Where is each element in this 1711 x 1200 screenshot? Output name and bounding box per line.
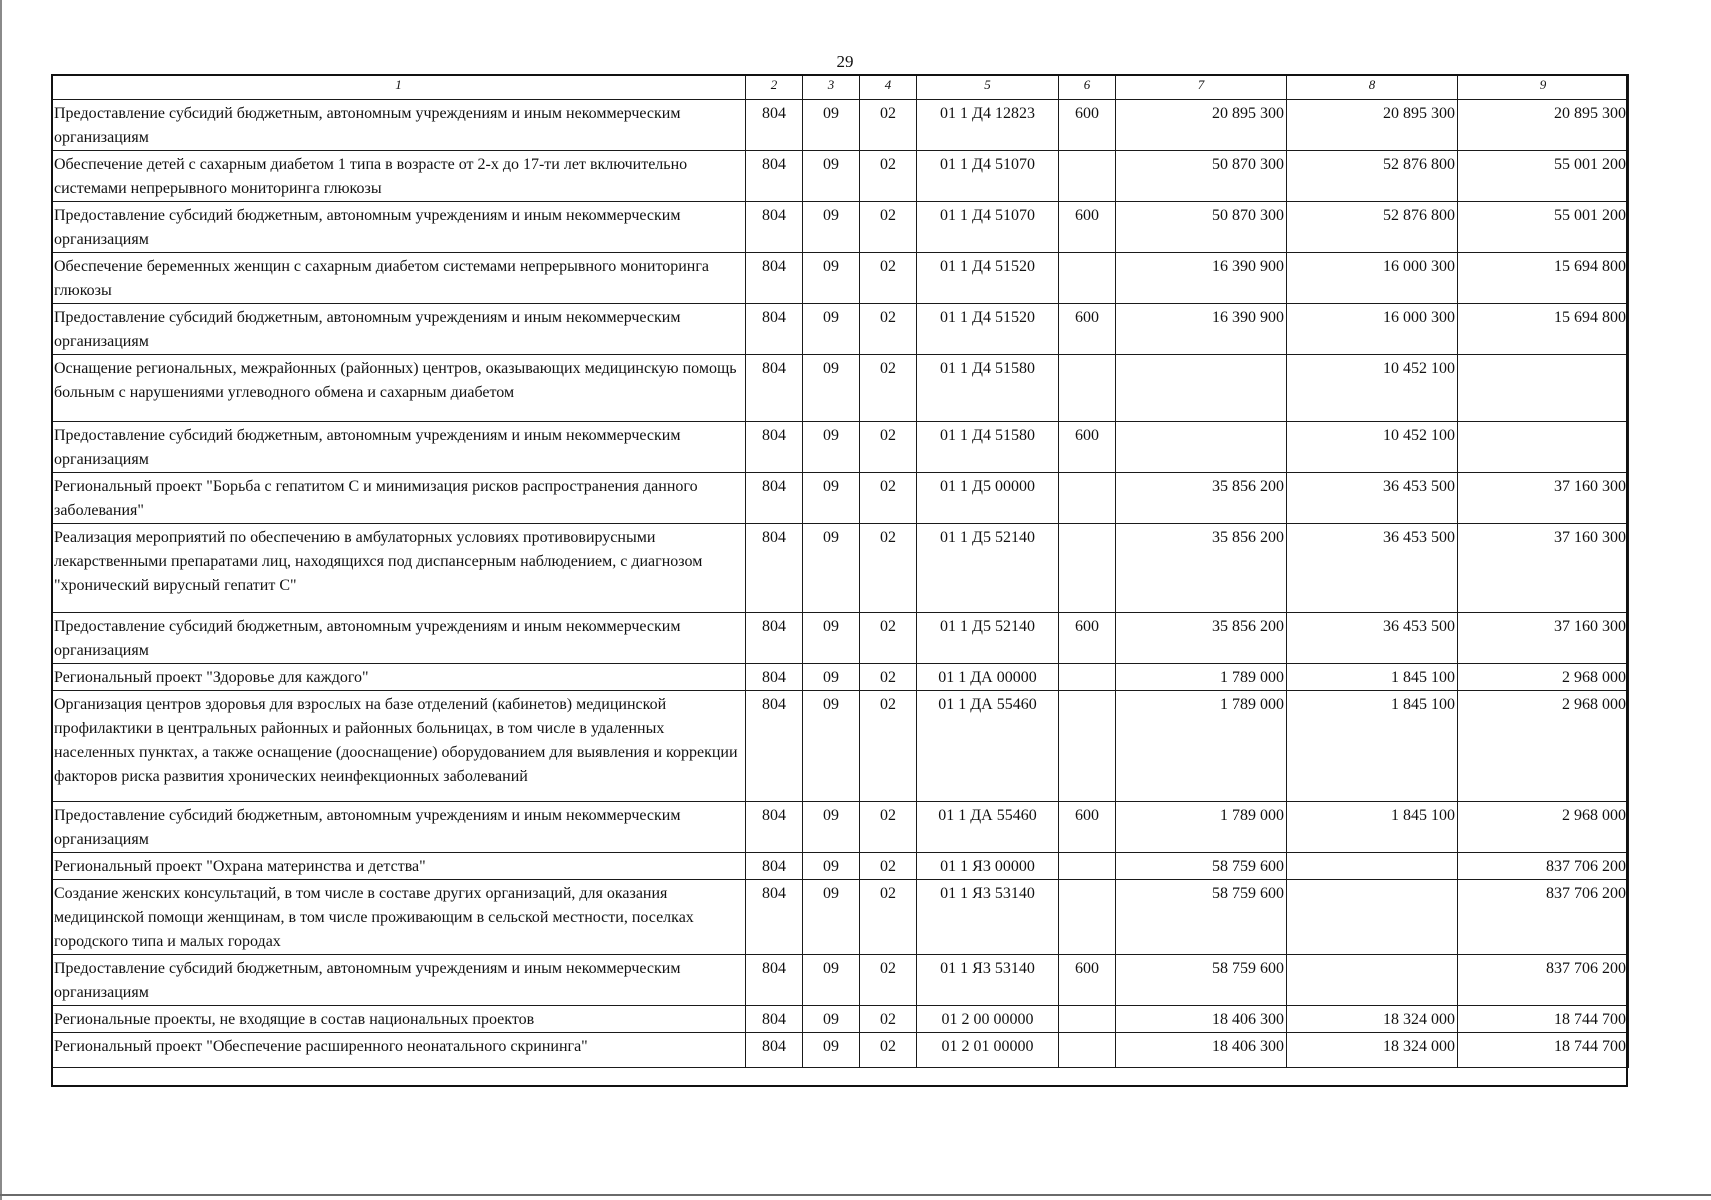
amount-year3-cell: 2 968 000 [1458, 802, 1629, 853]
budget-table [51, 74, 1629, 1068]
row-name-cell: Предоставление субсидий бюджетным, автономным учреждениям и иным некоммерческим организациям [52, 304, 746, 355]
grbs-cell: 804 [746, 664, 803, 691]
amount-year2-cell: 18 324 000 [1287, 1033, 1458, 1068]
row-name-cell: Региональный проект "Здоровье для каждого" [52, 664, 746, 691]
amount-year1-cell [1116, 355, 1287, 422]
target-article-cell: 01 2 00 00000 [917, 1006, 1059, 1033]
amount-year1-cell: 1 789 000 [1116, 802, 1287, 853]
amount-year1-cell: 35 856 200 [1116, 473, 1287, 524]
amount-year1-cell: 35 856 200 [1116, 524, 1287, 613]
grbs-cell: 804 [746, 151, 803, 202]
amount-year2-cell: 20 895 300 [1287, 100, 1458, 151]
expense-type-cell: 600 [1059, 100, 1116, 151]
target-article-cell: 01 1 ДА 00000 [917, 664, 1059, 691]
expense-type-cell [1059, 880, 1116, 955]
subsection-cell: 02 [860, 304, 917, 355]
amount-year3-cell: 18 744 700 [1458, 1033, 1629, 1068]
amount-year2-cell: 36 453 500 [1287, 473, 1458, 524]
column-header: 7 [1116, 75, 1287, 100]
table-row [52, 304, 1629, 355]
grbs-cell: 804 [746, 691, 803, 802]
target-article-cell: 01 1 Я3 53140 [917, 955, 1059, 1006]
section-cell: 09 [803, 691, 860, 802]
section-cell: 09 [803, 253, 860, 304]
amount-year3-cell: 18 744 700 [1458, 1006, 1629, 1033]
amount-year3-cell: 37 160 300 [1458, 613, 1629, 664]
table-row [52, 691, 1629, 802]
table-row [52, 664, 1629, 691]
amount-year1-cell: 58 759 600 [1116, 955, 1287, 1006]
amount-year2-cell: 1 845 100 [1287, 691, 1458, 802]
expense-type-cell: 600 [1059, 422, 1116, 473]
amount-year2-cell: 1 845 100 [1287, 802, 1458, 853]
target-article-cell: 01 1 Д4 51520 [917, 304, 1059, 355]
amount-year1-cell: 35 856 200 [1116, 613, 1287, 664]
column-header: 1 [52, 75, 746, 100]
expense-type-cell [1059, 151, 1116, 202]
section-cell: 09 [803, 880, 860, 955]
subsection-cell: 02 [860, 355, 917, 422]
grbs-cell: 804 [746, 802, 803, 853]
amount-year2-cell [1287, 853, 1458, 880]
amount-year1-cell: 58 759 600 [1116, 853, 1287, 880]
subsection-cell: 02 [860, 151, 917, 202]
amount-year1-cell: 16 390 900 [1116, 304, 1287, 355]
subsection-cell: 02 [860, 880, 917, 955]
amount-year3-cell: 37 160 300 [1458, 524, 1629, 613]
table-header [52, 75, 1629, 100]
expense-type-cell: 600 [1059, 202, 1116, 253]
section-cell: 09 [803, 355, 860, 422]
subsection-cell: 02 [860, 1033, 917, 1068]
target-article-cell: 01 1 ДА 55460 [917, 802, 1059, 853]
subsection-cell: 02 [860, 613, 917, 664]
section-cell: 09 [803, 802, 860, 853]
subsection-cell: 02 [860, 202, 917, 253]
grbs-cell: 804 [746, 1006, 803, 1033]
section-cell: 09 [803, 524, 860, 613]
amount-year2-cell: 52 876 800 [1287, 202, 1458, 253]
target-article-cell: 01 1 Я3 53140 [917, 880, 1059, 955]
grbs-cell: 804 [746, 100, 803, 151]
grbs-cell: 804 [746, 524, 803, 613]
amount-year3-cell: 837 706 200 [1458, 880, 1629, 955]
target-article-cell: 01 1 Д4 51580 [917, 422, 1059, 473]
target-article-cell: 01 1 Д4 51520 [917, 253, 1059, 304]
target-article-cell: 01 1 Д4 51070 [917, 202, 1059, 253]
table-row [52, 253, 1629, 304]
target-article-cell: 01 1 Д4 51580 [917, 355, 1059, 422]
row-name-cell: Предоставление субсидий бюджетным, автономным учреждениям и иным некоммерческим организациям [52, 100, 746, 151]
amount-year1-cell: 1 789 000 [1116, 664, 1287, 691]
section-cell: 09 [803, 664, 860, 691]
expense-type-cell: 600 [1059, 304, 1116, 355]
amount-year3-cell: 837 706 200 [1458, 853, 1629, 880]
grbs-cell: 804 [746, 473, 803, 524]
row-name-cell: Оснащение региональных, межрайонных (районных) центров, оказывающих медицинскую помощь больным с нарушениями углеводного обмена и сахарным диабетом [52, 355, 746, 422]
subsection-cell: 02 [860, 253, 917, 304]
column-header: 6 [1059, 75, 1116, 100]
grbs-cell: 804 [746, 853, 803, 880]
grbs-cell: 804 [746, 253, 803, 304]
row-name-cell: Предоставление субсидий бюджетным, автономным учреждениям и иным некоммерческим организациям [52, 802, 746, 853]
subsection-cell: 02 [860, 853, 917, 880]
expense-type-cell [1059, 853, 1116, 880]
expense-type-cell [1059, 691, 1116, 802]
column-header: 9 [1458, 75, 1629, 100]
table-row [52, 422, 1629, 473]
amount-year3-cell: 15 694 800 [1458, 304, 1629, 355]
amount-year3-cell: 837 706 200 [1458, 955, 1629, 1006]
table-row [52, 880, 1629, 955]
amount-year2-cell: 36 453 500 [1287, 613, 1458, 664]
scan-bottom-line [0, 1194, 1711, 1196]
expense-type-cell [1059, 355, 1116, 422]
amount-year2-cell: 52 876 800 [1287, 151, 1458, 202]
expense-type-cell [1059, 524, 1116, 613]
row-name-cell: Региональный проект "Обеспечение расширенного неонатального скрининга" [52, 1033, 746, 1068]
target-article-cell: 01 2 01 00000 [917, 1033, 1059, 1068]
target-article-cell: 01 1 Д5 52140 [917, 524, 1059, 613]
table-row [52, 853, 1629, 880]
subsection-cell: 02 [860, 422, 917, 473]
row-name-cell: Обеспечение детей с сахарным диабетом 1 типа в возрасте от 2-х до 17-ти лет включительно системами непрерывного мониторинга глюкозы [52, 151, 746, 202]
section-cell: 09 [803, 304, 860, 355]
expense-type-cell: 600 [1059, 955, 1116, 1006]
grbs-cell: 804 [746, 955, 803, 1006]
target-article-cell: 01 1 Д5 00000 [917, 473, 1059, 524]
table-row [52, 151, 1629, 202]
amount-year3-cell: 2 968 000 [1458, 664, 1629, 691]
column-number-row [52, 75, 1629, 100]
section-cell: 09 [803, 100, 860, 151]
row-name-cell: Региональный проект "Борьба с гепатитом С и минимизация рисков распространения данного заболевания" [52, 473, 746, 524]
amount-year2-cell: 10 452 100 [1287, 422, 1458, 473]
amount-year3-cell: 20 895 300 [1458, 100, 1629, 151]
amount-year3-cell: 2 968 000 [1458, 691, 1629, 802]
table-body [52, 100, 1629, 1068]
target-article-cell: 01 1 Я3 00000 [917, 853, 1059, 880]
table-row [52, 613, 1629, 664]
section-cell: 09 [803, 613, 860, 664]
section-cell: 09 [803, 202, 860, 253]
amount-year3-cell: 15 694 800 [1458, 253, 1629, 304]
row-name-cell: Предоставление субсидий бюджетным, автономным учреждениям и иным некоммерческим организациям [52, 202, 746, 253]
row-name-cell: Предоставление субсидий бюджетным, автономным учреждениям и иным некоммерческим организациям [52, 955, 746, 1006]
table-row [52, 524, 1629, 613]
amount-year3-cell: 55 001 200 [1458, 151, 1629, 202]
grbs-cell: 804 [746, 304, 803, 355]
page-number: 29 [836, 52, 854, 71]
target-article-cell: 01 1 ДА 55460 [917, 691, 1059, 802]
expense-type-cell [1059, 1006, 1116, 1033]
grbs-cell: 804 [746, 880, 803, 955]
amount-year1-cell [1116, 422, 1287, 473]
table-row [52, 202, 1629, 253]
subsection-cell: 02 [860, 524, 917, 613]
row-name-cell: Региональный проект "Охрана материнства и детства" [52, 853, 746, 880]
amount-year1-cell: 20 895 300 [1116, 100, 1287, 151]
amount-year1-cell: 18 406 300 [1116, 1006, 1287, 1033]
amount-year2-cell: 16 000 300 [1287, 253, 1458, 304]
section-cell: 09 [803, 853, 860, 880]
table-row [52, 1033, 1629, 1068]
target-article-cell: 01 1 Д5 52140 [917, 613, 1059, 664]
target-article-cell: 01 1 Д4 12823 [917, 100, 1059, 151]
amount-year3-cell: 37 160 300 [1458, 473, 1629, 524]
amount-year1-cell: 18 406 300 [1116, 1033, 1287, 1068]
amount-year2-cell [1287, 880, 1458, 955]
column-header: 2 [746, 75, 803, 100]
table-row [52, 802, 1629, 853]
amount-year1-cell: 58 759 600 [1116, 880, 1287, 955]
section-cell: 09 [803, 955, 860, 1006]
amount-year1-cell: 50 870 300 [1116, 202, 1287, 253]
amount-year2-cell: 18 324 000 [1287, 1006, 1458, 1033]
column-header: 5 [917, 75, 1059, 100]
amount-year2-cell [1287, 955, 1458, 1006]
row-name-cell: Региональные проекты, не входящие в состав национальных проектов [52, 1006, 746, 1033]
subsection-cell: 02 [860, 100, 917, 151]
grbs-cell: 804 [746, 422, 803, 473]
grbs-cell: 804 [746, 202, 803, 253]
table-row [52, 473, 1629, 524]
amount-year2-cell: 10 452 100 [1287, 355, 1458, 422]
table-row [52, 355, 1629, 422]
subsection-cell: 02 [860, 664, 917, 691]
row-name-cell: Создание женских консультаций, в том числе в составе других организаций, для оказания медицинской помощи женщинам, в том числе проживающим в сельской местности, поселках городского типа и малых городах [52, 880, 746, 955]
amount-year1-cell: 50 870 300 [1116, 151, 1287, 202]
column-header: 3 [803, 75, 860, 100]
column-header: 4 [860, 75, 917, 100]
amount-year1-cell: 16 390 900 [1116, 253, 1287, 304]
section-cell: 09 [803, 1006, 860, 1033]
row-name-cell: Реализация мероприятий по обеспечению в амбулаторных условиях противовирусными лекарственными препаратами лиц, находящихся под диспансерным наблюдением, с диагнозом "хронический вирусный гепатит С" [52, 524, 746, 613]
row-name-cell: Предоставление субсидий бюджетным, автономным учреждениям и иным некоммерческим организациям [52, 613, 746, 664]
subsection-cell: 02 [860, 802, 917, 853]
expense-type-cell: 600 [1059, 802, 1116, 853]
expense-type-cell [1059, 1033, 1116, 1068]
amount-year1-cell: 1 789 000 [1116, 691, 1287, 802]
scan-edge-line [0, 0, 2, 1200]
table-row [52, 955, 1629, 1006]
section-cell: 09 [803, 473, 860, 524]
subsection-cell: 02 [860, 955, 917, 1006]
amount-year2-cell: 1 845 100 [1287, 664, 1458, 691]
section-cell: 09 [803, 1033, 860, 1068]
subsection-cell: 02 [860, 473, 917, 524]
expense-type-cell [1059, 253, 1116, 304]
amount-year3-cell [1458, 422, 1629, 473]
expense-type-cell [1059, 664, 1116, 691]
section-cell: 09 [803, 151, 860, 202]
expense-type-cell: 600 [1059, 613, 1116, 664]
grbs-cell: 804 [746, 355, 803, 422]
amount-year2-cell: 36 453 500 [1287, 524, 1458, 613]
table-row [52, 100, 1629, 151]
subsection-cell: 02 [860, 691, 917, 802]
table-row [52, 1006, 1629, 1033]
grbs-cell: 804 [746, 613, 803, 664]
amount-year3-cell [1458, 355, 1629, 422]
section-cell: 09 [803, 422, 860, 473]
expense-type-cell [1059, 473, 1116, 524]
row-name-cell: Организация центров здоровья для взрослых на базе отделений (кабинетов) медицинской профилактики в центральных районных и районных больницах, в том числе в удаленных населенных пунктах, а также оснащение (дооснащение) оборудованием для выявления и коррекции факторов риска развития хронических неинфекционных заболеваний [52, 691, 746, 802]
column-header: 8 [1287, 75, 1458, 100]
row-name-cell: Предоставление субсидий бюджетным, автономным учреждениям и иным некоммерческим организациям [52, 422, 746, 473]
row-name-cell: Обеспечение беременных женщин с сахарным диабетом системами непрерывного мониторинга глюкозы [52, 253, 746, 304]
target-article-cell: 01 1 Д4 51070 [917, 151, 1059, 202]
grbs-cell: 804 [746, 1033, 803, 1068]
amount-year3-cell: 55 001 200 [1458, 202, 1629, 253]
subsection-cell: 02 [860, 1006, 917, 1033]
amount-year2-cell: 16 000 300 [1287, 304, 1458, 355]
